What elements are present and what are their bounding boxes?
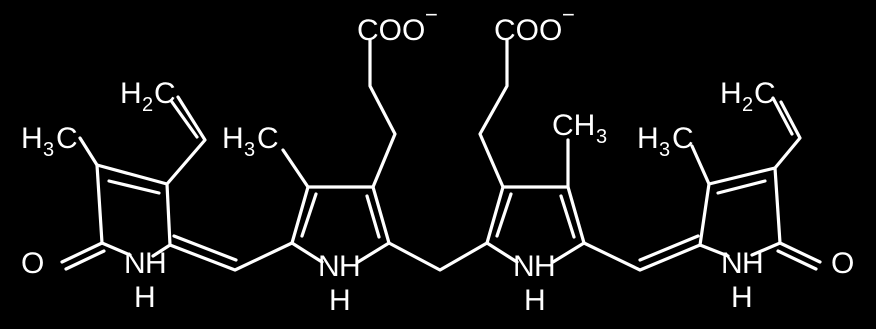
svg-text:C: C (672, 122, 694, 155)
vinyl-left-label (120, 77, 176, 116)
carboxylate-right-label (494, 2, 575, 47)
svg-text:3: 3 (43, 139, 55, 161)
svg-text:H: H (534, 250, 556, 283)
svg-text:COO: COO (357, 14, 426, 47)
svg-text:H: H (637, 122, 659, 155)
vinyl-right-label (720, 77, 776, 116)
svg-text:CH: CH (552, 109, 596, 142)
svg-text:C: C (154, 77, 176, 110)
svg-text:C: C (56, 122, 78, 155)
svg-text:C: C (754, 77, 776, 110)
svg-text:H: H (222, 122, 244, 155)
svg-text:3: 3 (596, 126, 608, 148)
svg-text:H: H (524, 284, 546, 317)
svg-text:C: C (257, 122, 279, 155)
svg-text:−: − (562, 2, 575, 27)
svg-text:H: H (720, 77, 742, 110)
svg-text:N: N (721, 247, 743, 280)
svg-text:−: − (425, 2, 438, 27)
svg-text:COO: COO (494, 14, 563, 47)
svg-text:H: H (21, 122, 43, 155)
svg-text:H: H (134, 281, 156, 314)
svg-text:2: 2 (742, 94, 754, 116)
svg-text:3: 3 (659, 139, 671, 161)
svg-text:H: H (339, 250, 361, 283)
methyl-ring-d-label (637, 122, 694, 161)
svg-text:N: N (513, 250, 535, 283)
methyl-ring-a-label (21, 122, 78, 161)
methyl-ring-c-label (552, 109, 607, 148)
oxo-left-label: O (21, 247, 45, 280)
svg-text:H: H (742, 247, 764, 280)
svg-text:N: N (124, 247, 146, 280)
carboxylate-left-label (357, 2, 438, 47)
svg-text:2: 2 (142, 94, 154, 116)
oxo-right-label: O (831, 247, 855, 280)
bond-lines (62, 40, 820, 270)
nh-ring-b-label (318, 250, 361, 317)
svg-text:H: H (145, 247, 167, 280)
svg-text:H: H (731, 281, 753, 314)
methyl-ring-b-label (222, 122, 279, 161)
svg-text:H: H (329, 284, 351, 317)
nh-ring-c-label (513, 250, 556, 317)
nh-ring-d-label (721, 247, 764, 314)
svg-text:3: 3 (244, 139, 256, 161)
nh-ring-a-label (124, 247, 167, 314)
svg-text:H: H (120, 77, 142, 110)
svg-text:N: N (318, 250, 340, 283)
